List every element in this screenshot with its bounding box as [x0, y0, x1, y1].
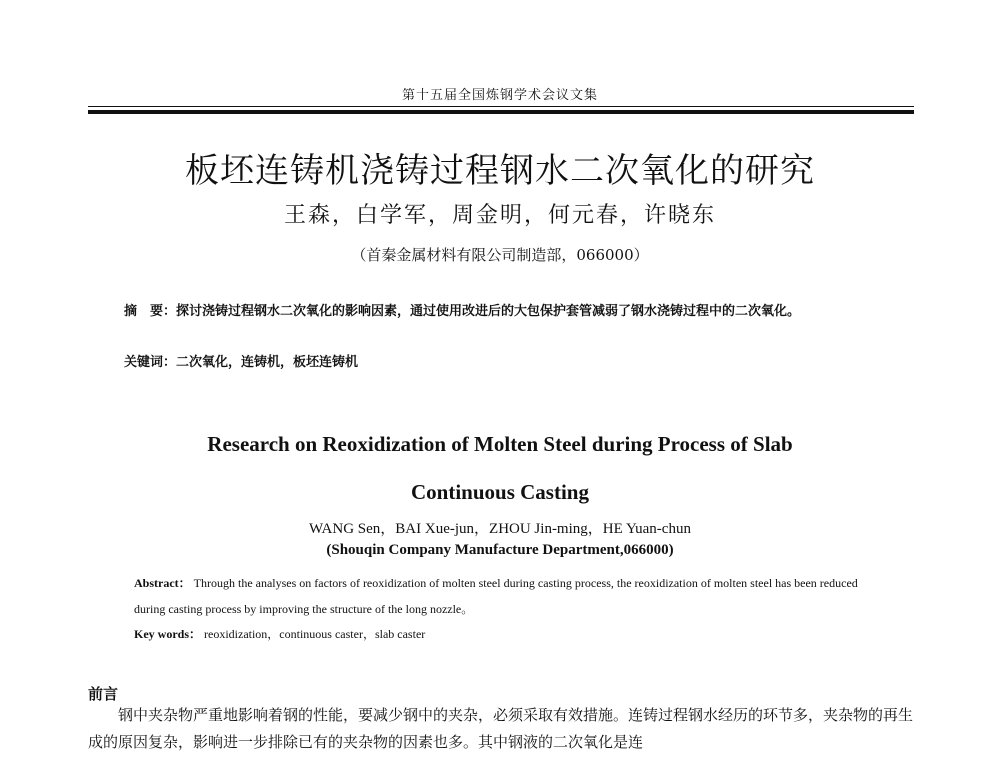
- english-keywords-label: Key words：: [134, 627, 201, 641]
- chinese-keywords: [124, 351, 884, 370]
- chinese-authors: 王森，白学军，周金明，何元春，许晓东: [283, 203, 716, 228]
- english-affiliation: (Shouqin Company Manufacture Department,066000): [326, 542, 674, 558]
- running-header: 第十五届全国炼钢学术会议文集: [401, 88, 598, 103]
- intro-body: [88, 702, 914, 756]
- chinese-abstract-label: 摘 要：: [124, 304, 177, 319]
- chinese-affiliation: （首秦金属材料有限公司制造部，066000）: [351, 246, 649, 264]
- intro-paragraph: 钢中夹杂物严重地影响着钢的性能，要减少钢中的夹杂，必须采取有效措施。连铸过程钢水经历的环节多，夹杂物的再生成的原因复杂，影响进一步排除已有的夹杂物的因素也多。其中钢液的二次氧化是连: [88, 706, 914, 751]
- english-abstract: [134, 570, 874, 622]
- english-title: [0, 420, 1000, 516]
- english-authors: WANG Sen，BAI Xue-jun，ZHOU Jin-ming，HE Yuan-chun: [309, 521, 691, 537]
- chinese-abstract: [124, 300, 884, 323]
- intro-heading: 前言: [88, 685, 119, 703]
- english-keywords-text: reoxidization，continuous caster，slab caster: [204, 627, 426, 641]
- english-abstract-text: Through the analyses on factors of reoxidization of molten steel during casting process, the reoxidization of molten steel has been reduced during casting process by improving the structure of the long nozzle。: [134, 576, 858, 616]
- english-keywords: [134, 625, 874, 642]
- header-rule-thick: [88, 110, 914, 114]
- chinese-keywords-text: 二次氧化，连铸机，板坯连铸机: [176, 355, 359, 370]
- english-title-line1: Research on Reoxidization of Molten Steel during Process of Slab: [207, 432, 793, 456]
- header-rule-thin: [88, 106, 914, 107]
- english-title-line2: Continuous Casting: [411, 480, 589, 504]
- english-abstract-label: Abstract：: [134, 576, 191, 590]
- chinese-keywords-label: 关键词：: [124, 355, 177, 370]
- chinese-abstract-text: 探讨浇铸过程钢水二次氧化的影响因素，通过使用改进后的大包保护套管减弱了钢水浇铸过程中的二次氧化。: [176, 304, 801, 319]
- chinese-title: 板坯连铸机浇铸过程钢水二次氧化的研究: [185, 151, 815, 191]
